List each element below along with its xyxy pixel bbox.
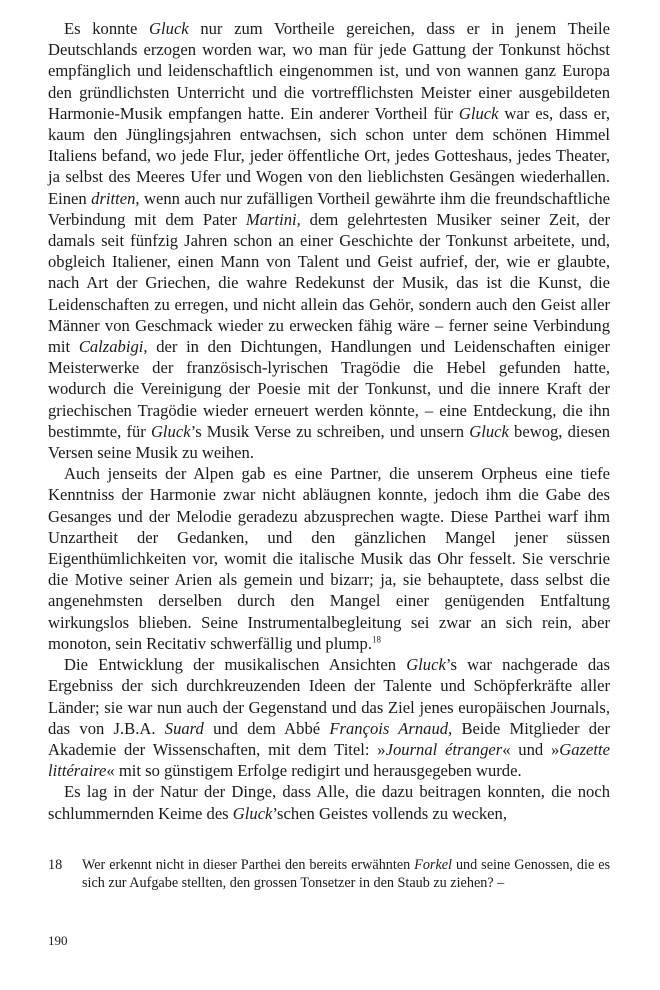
italic-text: François Arnaud, — [329, 718, 453, 738]
body-text — [48, 18, 610, 824]
text-run: Es lag in der Natur der Dinge, dass Alle, die dazu beitragen konnten, die noch schlummernden Keime des — [48, 782, 610, 823]
text-run: Auch jenseits der Alpen gab es eine Partner, die unserem Orpheus eine tiefe Kenntniss der Harmonie zwar nicht abläugnen konnte, jedoch ihm die Gabe des Gesanges und der Melodie geradezu abzusprechen wagte. Diese Parthei warf ihm Unzartheit der Gedanken, und den gänzlichen Mangel jener süssen Eigenthümlichkeiten vor, womit die italische Musik das Ohr fesselt. Sie verschrie die Motive seiner Arien als gemein und bizarr; ja, sie behauptete, dass selbst die angenehmsten derselben durch den Mangel einer genügenden Entfaltung wirkungslos blieben. Seine Instrumentalbegleitung sei zwar an sich rein, aber monoton, sein Recitativ schwerfällig und plump. — [48, 464, 610, 653]
footnote-number: 18 — [48, 857, 63, 873]
italic-text: dritten, — [91, 188, 140, 208]
italic-text: Journal étranger — [385, 739, 503, 759]
text-run: « mit so günstigem Erfolge redigirt und herausgegeben wurde. — [106, 761, 522, 781]
text-run: Die Entwicklung der musikalischen Ansichten — [64, 655, 407, 675]
page-number: 190 — [48, 933, 68, 948]
italic-text: Gazette littéraire — [48, 739, 610, 781]
footnote-text — [82, 856, 610, 892]
text-run: « und » — [502, 739, 560, 759]
italic-text: Calzabigi, — [78, 337, 148, 357]
footnote-reference: 18 — [371, 634, 381, 645]
paragraph-3 — [48, 654, 610, 781]
text-run: der in den Dichtungen, Handlungen und Leidenschaften einiger Meisterwerke der französisch-lyrischen Tragödie die Hebel gefunden hatte, wodurch die Vereinigung der Poesie mit der Tonkunst, und die innere Kraft der griechischen Tragödie wieder erneuert werden könnte, – eine Entdeckung, die ihn bestimmte, für — [48, 337, 610, 441]
italic-text: Gluck — [150, 421, 191, 441]
text-run: Es konnte — [64, 19, 150, 38]
text-run: nur zum Vortheile gereichen, dass er in jenem Theile Deutschlands erzogen worden war, wo man für jede Gattung der Tonkunst höchst empfänglich und leidenschaftlich eingenommen ist, und von wannen ganz Europa den gründlichsten Unterricht und die vortrefflichsten Meister einer ausgebildeten Harmonie-Musik empfangen hatte. Ein anderer Vortheil für — [48, 19, 610, 123]
text-run: dem gelehrtesten Musiker seiner Zeit, der damals seit fünfzig Jahren schon an einer Geschichte der Tonkunst arbeitete, und, obgleich Italiener, einen Mann von Talent und Geist aufrief, der, wie er glaubte, nach Art der Griechen, die wahre Redekunst der Musik, das ist die Kunst, die Leidenschaften zu erregen, und nicht allein das Gehör, sondern auch den Geist aller Männer von Geschmack wieder zu erwecken fähig wäre – ferner seine Verbindung mit — [48, 209, 610, 357]
italic-text: Forkel — [414, 857, 452, 873]
text-run: ’schen Geistes vollends zu wecken, — [272, 803, 507, 823]
text-run: Wer erkennt nicht in dieser Parthei den bereits erwähnten — [82, 857, 415, 873]
text-run: ’s war nachgerade das Ergebniss der sich durchkreuzenden Ideen der Talente und Schöpferkräfte aller Länder; sie war nun auch der Gegenstand und das Ziel jenes europäischen Journals, das von J.B.A. — [48, 655, 610, 738]
text-run: ’s Musik Verse zu schreiben, und unsern — [190, 421, 470, 441]
text-run: und seine Genossen, die es sich zur Aufgabe stellten, den grossen Tonsetzer in den Staub zu ziehen? – — [82, 857, 611, 892]
paragraph-2 — [48, 463, 610, 654]
text-run: wenn auch nur zufälligen Vortheil gewährte ihm die freundschaftliche Verbindung mit dem Pater — [48, 188, 611, 229]
italic-text: Martini, — [245, 209, 301, 229]
text-run: Beide Mitglieder der Akademie der Wissenschaften, mit dem Titel: » — [48, 718, 610, 759]
italic-text: Gluck — [469, 421, 509, 441]
footnote — [48, 856, 610, 892]
text-run: bewog, diesen Versen seine Musik zu weihen. — [48, 421, 610, 463]
italic-text: Gluck — [458, 103, 499, 123]
italic-text: Gluck — [232, 803, 273, 823]
paragraph-4 — [48, 781, 610, 823]
italic-text: Suard — [164, 718, 204, 738]
italic-text: Gluck — [149, 19, 189, 38]
italic-text: Gluck — [406, 655, 446, 675]
text-run: war es, dass er, kaum den Jünglingsjahren entwachsen, sich schon unter dem schönen Himmel Italiens befand, wo jede Flur, jeder öffentliche Ort, jedes Gotteshaus, jedes Theater, ja selbst des Meeres Ufer und Wogen von den lieblichsten Gesängen wiederhallen. Einen — [48, 103, 610, 208]
text-run: und dem Abbé — [203, 718, 330, 738]
paragraph-1 — [48, 18, 610, 463]
